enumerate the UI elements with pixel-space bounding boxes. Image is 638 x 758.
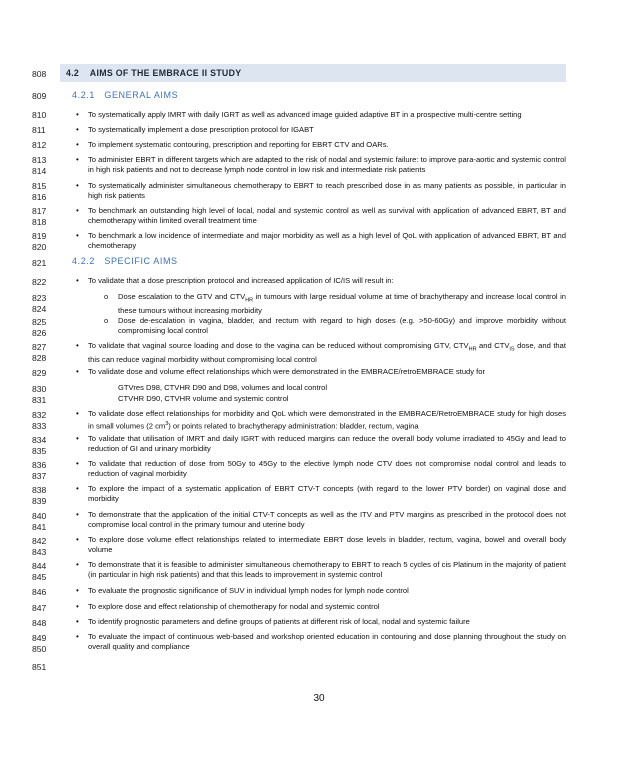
line-number: 822	[32, 277, 47, 287]
line-number: 819	[32, 231, 47, 241]
bullet: •	[76, 409, 79, 418]
line-number: 812	[32, 140, 47, 150]
line-number: 809	[32, 91, 47, 101]
line-number: 848	[32, 618, 47, 628]
line-number: 831	[32, 395, 47, 405]
line-number: 835	[32, 446, 47, 456]
section-heading	[66, 68, 241, 78]
line-number: 841	[32, 522, 47, 532]
sub-bullet: o	[104, 292, 109, 301]
list-item: To explore dose volume effect relationships related to intermediate EBRT dose levels in bladder, rectum, vagina, bowel and overall body volume	[88, 535, 566, 554]
bullet: •	[76, 125, 79, 134]
list-item: To benchmark an outstanding high level of local, nodal and systemic control as well as survival with application of advanced EBRT, BT and chemotherapy within limited overall treatment time	[88, 206, 566, 225]
list-item: To demonstrate that the application of the initial CTV-T concepts as well as the ITV and PTV margins as prescribed in the protocol does not compromise local control in the primary tumour and uterine body	[88, 510, 566, 529]
line-number: 840	[32, 511, 47, 521]
line-number: 850	[32, 644, 47, 654]
list-item: To explore dose and effect relationship of chemotherapy for nodal and systemic control	[88, 602, 380, 611]
line-number: 828	[32, 353, 47, 363]
line-number: 816	[32, 192, 47, 202]
line-number: 826	[32, 328, 47, 338]
subsection-number: 4.2.2	[72, 256, 96, 266]
bullet: •	[76, 231, 79, 240]
line-number: 808	[32, 69, 47, 79]
line-number: 843	[32, 547, 47, 557]
bullet: •	[76, 140, 79, 149]
line-number: 851	[32, 662, 47, 672]
list-item: To validate that vaginal source loading and dose to the vagina can be reduced without compromising GTV, $CTV_{HR}$ and $CTV_{IS}$ dose, and that this can reduce vaginal morbidity without compromising local control	[88, 341, 566, 364]
page-number: 30	[313, 693, 325, 704]
list-item: To validate dose and volume effect relationships which were demonstrated in the EMBRACE/retroEMBRACE study for	[88, 367, 486, 376]
list-item: To demonstrate that it is feasible to administer simultaneous chemotherapy to EBRT to reach 5 cycles of cis Platinum in the majority of patient (in particular in high risk patients) and that this leads to improvement in systemic control	[88, 560, 566, 579]
list-item: To systematically apply IMRT with daily IGRT as well as advanced image guided adaptive BT in a prospective multi-centre setting	[88, 110, 522, 119]
list-item: To systematically administer simultaneous chemotherapy to EBRT to reach prescribed dose in as many patients as possible, in particular in high risk patients	[88, 181, 566, 200]
line-number: 827	[32, 342, 47, 352]
list-item: To implement systematic contouring, prescription and reporting for EBRT CTV and OARs.	[88, 140, 389, 149]
bullet: •	[76, 632, 79, 641]
list-item: To evaluate the prognostic significance of SUV in individual lymph nodes for lymph node control	[88, 586, 409, 595]
line-number: 836	[32, 460, 47, 470]
subsection-number: 4.2.1	[72, 90, 96, 100]
bullet: •	[76, 617, 79, 626]
subsection-specific-heading	[72, 256, 178, 266]
list-item: Dose de-escalation in vagina, bladder, and rectum with regard to high doses (e.g. >50-60Gy) and improve morbidity without compromising local control	[118, 316, 566, 335]
list-item: To identify prognostic parameters and define groups of patients at different risk of local, nodal and systemic failure	[88, 617, 470, 626]
line-number: 834	[32, 435, 47, 445]
line-number: 829	[32, 368, 47, 378]
line-number: 818	[32, 217, 47, 227]
line-number: 824	[32, 304, 47, 314]
subsection-general-heading	[72, 90, 178, 100]
line-number: 837	[32, 471, 47, 481]
subsection-title: GENERAL AIMS	[104, 90, 179, 100]
section-number: 4.2	[66, 68, 80, 78]
bullet: •	[76, 535, 79, 544]
list-item: To validate dose effect relationships for morbidity and QoL which were demonstrated in the EMBRACE/RetroEMBRACE study for high doses in small volumes (2 $cm^3$) or points related to brachytherapy administration: bladder, rectum, vagina	[88, 409, 566, 431]
list-item: CTVHR D90, CTVHR volume and systemic control	[118, 394, 289, 403]
list-item: To validate that reduction of dose from 50Gy to 45Gy to the elective lymph node CTV does not compromise nodal control and leads to reduction of vaginal morbidity	[88, 459, 566, 478]
bullet: •	[76, 341, 79, 350]
list-item: To validate that utilisation of IMRT and daily IGRT with reduced margins can reduce the overall body volume irradiated to 45Gy and lead to reduction of GI and urinary morbidity	[88, 434, 566, 453]
line-number: 820	[32, 242, 47, 252]
line-number: 849	[32, 633, 47, 643]
line-number: 810	[32, 110, 47, 120]
section-title: AIMS OF THE EMBRACE II STUDY	[89, 68, 242, 78]
line-number: 821	[32, 258, 47, 268]
list-item: GTVres D98, CTVHR D90 and D98, volumes and local control	[118, 383, 328, 392]
list-item: To systematically implement a dose prescription protocol for IGABT	[88, 125, 314, 134]
line-number: 823	[32, 293, 47, 303]
list-item: To administer EBRT in different targets which are adapted to the risk of nodal and systemic failure: to improve para-aortic and systemic control in high risk patients and not to decrease lymph node control in low risk and intermediate risk patients	[88, 155, 566, 174]
bullet: •	[76, 110, 79, 119]
line-number: 811	[32, 125, 46, 135]
bullet: •	[76, 602, 79, 611]
bullet: •	[76, 484, 79, 493]
bullet: •	[76, 510, 79, 519]
subsection-title: SPECIFIC AIMS	[104, 256, 178, 266]
bullet: •	[76, 181, 79, 190]
list-item: Dose escalation to the GTV and $CTV_{HR}$ in tumours with large residual volume at time of brachytherapy and increase local control in these tumours without increasing morbidity	[118, 292, 567, 315]
line-number: 847	[32, 603, 47, 613]
line-number: 814	[32, 166, 47, 176]
list-item: To validate that a dose prescription protocol and increased application of IC/IS will result in:	[88, 276, 394, 285]
bullet: •	[76, 434, 79, 443]
line-number: 833	[32, 421, 47, 431]
list-item: To evaluate the impact of continuous web-based and workshop oriented education in contouring and dose planning throughout the study on overall quality and compliance	[88, 632, 566, 651]
bullet: •	[76, 459, 79, 468]
line-number: 838	[32, 485, 47, 495]
line-number: 845	[32, 572, 47, 582]
line-number: 817	[32, 206, 47, 216]
line-number: 825	[32, 317, 47, 327]
list-item: To explore the impact of a systematic application of EBRT CTV-T concepts (with regard to the lower PTV border) on vaginal dose and morbidity	[88, 484, 566, 503]
bullet: •	[76, 560, 79, 569]
sub-bullet: o	[104, 316, 109, 325]
line-number: 839	[32, 496, 47, 506]
line-number: 832	[32, 410, 47, 420]
bullet: •	[76, 155, 79, 164]
line-number: 846	[32, 587, 47, 597]
line-number: 830	[32, 384, 47, 394]
line-number: 842	[32, 536, 47, 546]
line-number: 844	[32, 561, 47, 571]
bullet: •	[76, 367, 79, 376]
bullet: •	[76, 586, 79, 595]
bullet: •	[76, 276, 79, 285]
line-number: 815	[32, 181, 47, 191]
list-item: To benchmark a low incidence of intermediate and major morbidity as well as a high level of QoL with application of advanced EBRT, BT and chemotherapy	[88, 231, 566, 250]
bullet: •	[76, 206, 79, 215]
line-number: 813	[32, 155, 47, 165]
